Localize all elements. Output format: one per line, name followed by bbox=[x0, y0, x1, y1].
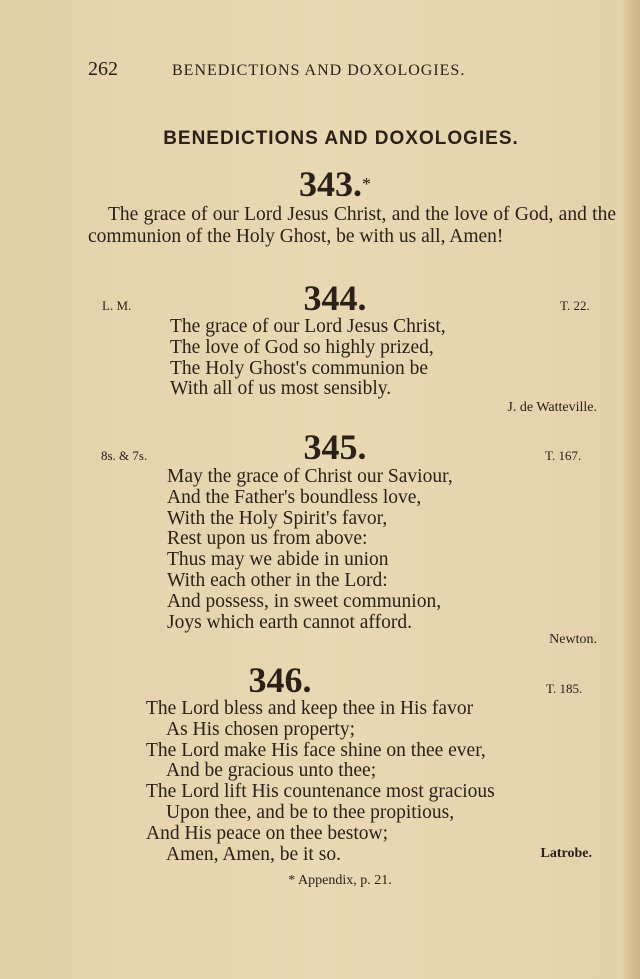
verse-line: The grace of our Lord Jesus Christ, bbox=[170, 316, 446, 337]
tune-label: T. 167. bbox=[545, 448, 582, 463]
verse-line: The love of God so highly prized, bbox=[170, 336, 434, 358]
author-attribution: Latrobe. bbox=[540, 846, 592, 861]
verse-line: Joys which earth cannot afford. bbox=[167, 611, 412, 633]
author-attribution: J. de Watteville. bbox=[507, 400, 597, 415]
footnote-mark: * bbox=[362, 174, 371, 194]
verse-line: The Lord bless and keep thee in His favor bbox=[146, 698, 474, 719]
hymn-number-344: 344. bbox=[303, 278, 367, 318]
verse-line: The Lord make His face shine on thee ever, bbox=[146, 739, 486, 761]
benediction-body: The grace of our Lord Jesus Christ, and the love of God, and the communion of the Holy Ghost, be with us all, Amen! bbox=[88, 204, 616, 247]
hymn-number: 343. bbox=[299, 164, 362, 204]
footnote: * Appendix, p. 21. bbox=[288, 873, 392, 888]
tune-label: T. 22. bbox=[560, 298, 590, 313]
hymn-number-343 bbox=[0, 166, 640, 202]
hymn-number-346: 346. bbox=[248, 660, 312, 700]
verse-line: As His chosen property; bbox=[166, 718, 356, 740]
meter-label: 8s. & 7s. bbox=[101, 448, 148, 463]
page-number: 262 bbox=[88, 58, 118, 80]
hymn-345-verse bbox=[167, 467, 453, 633]
hymn-346-verse bbox=[146, 699, 495, 865]
verse-line: May the grace of Christ our Saviour, bbox=[167, 466, 453, 487]
verse-line: With each other in the Lord: bbox=[167, 569, 388, 591]
benediction-text bbox=[88, 204, 616, 247]
verse-line: Amen, Amen, be it so. bbox=[166, 843, 341, 865]
verse-line: The Lord lift His countenance most gracious bbox=[146, 781, 495, 803]
hymn-344-verse bbox=[170, 317, 446, 400]
verse-line: Upon thee, and be to thee propitious, bbox=[166, 801, 455, 823]
author-attribution: Newton. bbox=[549, 632, 597, 647]
tune-label: T. 185. bbox=[546, 681, 583, 696]
verse-line: With the Holy Spirit's favor, bbox=[167, 507, 388, 529]
verse-line: And possess, in sweet communion, bbox=[167, 590, 442, 612]
section-title: BENEDICTIONS AND DOXOLOGIES. bbox=[163, 128, 519, 149]
hymn-number-345: 345. bbox=[303, 427, 367, 467]
verse-line: And His peace on thee bestow; bbox=[146, 822, 389, 844]
verse-line: Thus may we abide in union bbox=[167, 549, 389, 571]
verse-line: And be gracious unto thee; bbox=[166, 760, 377, 782]
verse-line: Rest upon us from above: bbox=[167, 528, 368, 550]
meter-label: L. M. bbox=[102, 298, 132, 313]
verse-line: And the Father's boundless love, bbox=[167, 486, 422, 508]
verse-line: With all of us most sensibly. bbox=[170, 378, 392, 400]
running-header-title: BENEDICTIONS AND DOXOLOGIES. bbox=[172, 62, 466, 79]
verse-line: The Holy Ghost's communion be bbox=[170, 357, 429, 379]
